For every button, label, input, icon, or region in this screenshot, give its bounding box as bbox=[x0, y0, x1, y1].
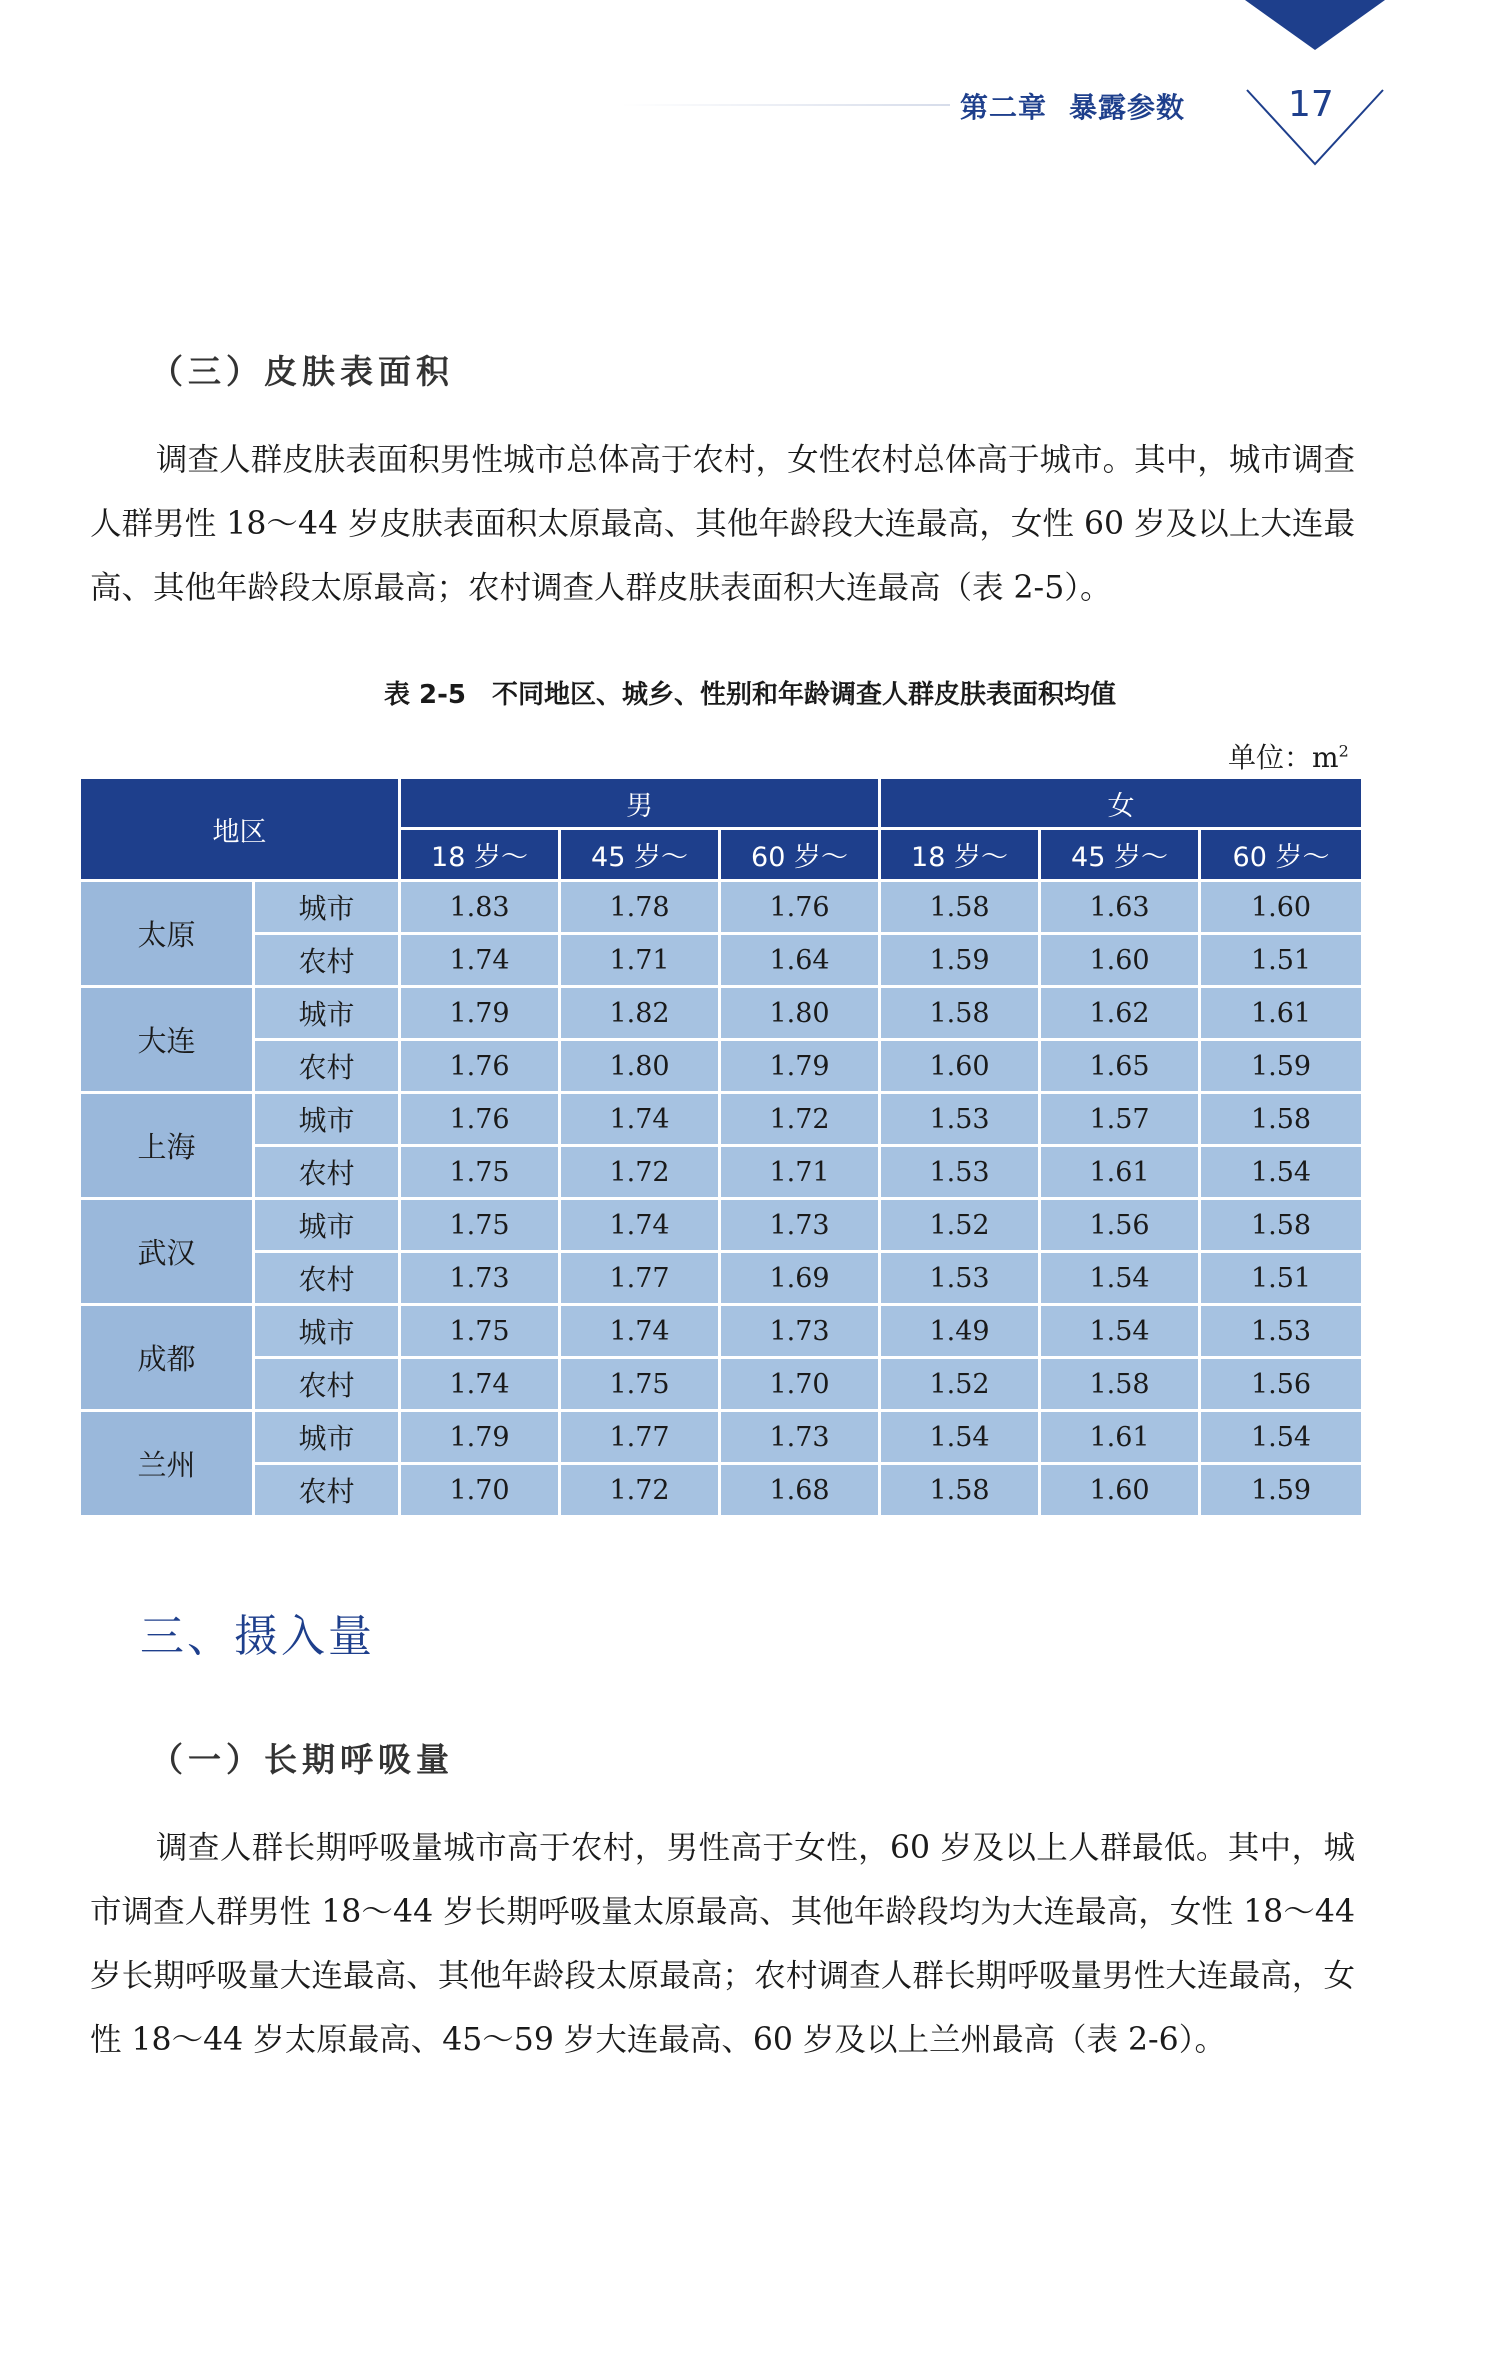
table-value-cell: 1.76 bbox=[400, 1040, 560, 1093]
table-region-cell: 大连 bbox=[80, 987, 254, 1093]
table-value-cell: 1.60 bbox=[1040, 1464, 1200, 1517]
table-row bbox=[80, 987, 1363, 1040]
table-value-cell: 1.61 bbox=[1040, 1146, 1200, 1199]
table-value-cell: 1.62 bbox=[1040, 987, 1200, 1040]
table-row bbox=[80, 881, 1363, 934]
table-value-cell: 1.65 bbox=[1040, 1040, 1200, 1093]
header-age-female-45: 45 岁～ bbox=[1040, 829, 1200, 881]
table-area-type-cell: 农村 bbox=[254, 1040, 400, 1093]
table-region-cell: 上海 bbox=[80, 1093, 254, 1199]
table-region-cell: 太原 bbox=[80, 881, 254, 987]
table-value-cell: 1.83 bbox=[400, 881, 560, 934]
table-value-cell: 1.60 bbox=[1200, 881, 1363, 934]
table-value-cell: 1.53 bbox=[880, 1252, 1040, 1305]
paragraph-breathing bbox=[90, 1816, 1355, 2072]
table-value-cell: 1.63 bbox=[1040, 881, 1200, 934]
skin-area-table bbox=[78, 776, 1364, 1518]
table-value-cell: 1.79 bbox=[720, 1040, 880, 1093]
header-age-male-18: 18 岁～ bbox=[400, 829, 560, 881]
table-row bbox=[80, 1464, 1363, 1517]
table-value-cell: 1.61 bbox=[1040, 1411, 1200, 1464]
table-value-cell: 1.82 bbox=[560, 987, 720, 1040]
header-rule bbox=[620, 104, 950, 106]
table-value-cell: 1.58 bbox=[1040, 1358, 1200, 1411]
table-area-type-cell: 农村 bbox=[254, 934, 400, 987]
table-value-cell: 1.59 bbox=[1200, 1040, 1363, 1093]
table-value-cell: 1.54 bbox=[1200, 1146, 1363, 1199]
header-age-female-18: 18 岁～ bbox=[880, 829, 1040, 881]
header-age-male-60: 60 岁～ bbox=[720, 829, 880, 881]
table-row bbox=[80, 1305, 1363, 1358]
table-value-cell: 1.75 bbox=[400, 1199, 560, 1252]
table-header-row bbox=[80, 778, 1363, 829]
table-value-cell: 1.71 bbox=[560, 934, 720, 987]
table-value-cell: 1.72 bbox=[560, 1146, 720, 1199]
table-value-cell: 1.73 bbox=[400, 1252, 560, 1305]
subheading-skin-area: （三）皮肤表面积 bbox=[150, 352, 454, 391]
table-region-cell: 成都 bbox=[80, 1305, 254, 1411]
running-head bbox=[960, 86, 1185, 126]
table-row bbox=[80, 1199, 1363, 1252]
table-area-type-cell: 城市 bbox=[254, 1411, 400, 1464]
table-value-cell: 1.80 bbox=[720, 987, 880, 1040]
table-value-cell: 1.57 bbox=[1040, 1093, 1200, 1146]
table-value-cell: 1.51 bbox=[1200, 934, 1363, 987]
table-value-cell: 1.78 bbox=[560, 881, 720, 934]
running-head-chapter: 第二章 bbox=[960, 91, 1048, 124]
table-value-cell: 1.49 bbox=[880, 1305, 1040, 1358]
table-value-cell: 1.54 bbox=[1040, 1305, 1200, 1358]
subheading-breathing: （一）长期呼吸量 bbox=[150, 1740, 454, 1779]
table-value-cell: 1.72 bbox=[720, 1093, 880, 1146]
table-row bbox=[80, 934, 1363, 987]
table-value-cell: 1.79 bbox=[400, 1411, 560, 1464]
table-value-cell: 1.53 bbox=[880, 1146, 1040, 1199]
table-row bbox=[80, 1252, 1363, 1305]
table-value-cell: 1.76 bbox=[720, 881, 880, 934]
table-row bbox=[80, 1146, 1363, 1199]
table-area-type-cell: 农村 bbox=[254, 1252, 400, 1305]
table-value-cell: 1.58 bbox=[1200, 1199, 1363, 1252]
table-value-cell: 1.54 bbox=[1040, 1252, 1200, 1305]
table-value-cell: 1.60 bbox=[1040, 934, 1200, 987]
table-value-cell: 1.74 bbox=[560, 1199, 720, 1252]
header-age-male-45: 45 岁～ bbox=[560, 829, 720, 881]
table-value-cell: 1.51 bbox=[1200, 1252, 1363, 1305]
table-value-cell: 1.61 bbox=[1200, 987, 1363, 1040]
running-head-title: 暴露参数 bbox=[1069, 91, 1186, 124]
table-row bbox=[80, 1093, 1363, 1146]
header-male: 男 bbox=[400, 778, 880, 829]
table-value-cell: 1.73 bbox=[720, 1305, 880, 1358]
table-body bbox=[80, 881, 1363, 1517]
table-area-type-cell: 农村 bbox=[254, 1358, 400, 1411]
table-unit-label: 单位：m bbox=[1228, 741, 1339, 774]
table-value-cell: 1.53 bbox=[1200, 1305, 1363, 1358]
table-value-cell: 1.54 bbox=[1200, 1411, 1363, 1464]
header-corner-triangle bbox=[1245, 0, 1385, 50]
table-value-cell: 1.68 bbox=[720, 1464, 880, 1517]
table-value-cell: 1.77 bbox=[560, 1411, 720, 1464]
table-region-cell: 武汉 bbox=[80, 1199, 254, 1305]
table-row bbox=[80, 1358, 1363, 1411]
table-value-cell: 1.75 bbox=[400, 1146, 560, 1199]
table-value-cell: 1.77 bbox=[560, 1252, 720, 1305]
table-value-cell: 1.56 bbox=[1040, 1199, 1200, 1252]
table-area-type-cell: 农村 bbox=[254, 1464, 400, 1517]
table-value-cell: 1.64 bbox=[720, 934, 880, 987]
table-unit bbox=[1228, 736, 1349, 776]
table-value-cell: 1.73 bbox=[720, 1411, 880, 1464]
header-age-female-60: 60 岁～ bbox=[1200, 829, 1363, 881]
table-value-cell: 1.69 bbox=[720, 1252, 880, 1305]
table-value-cell: 1.58 bbox=[880, 987, 1040, 1040]
table-value-cell: 1.74 bbox=[560, 1093, 720, 1146]
table-value-cell: 1.70 bbox=[720, 1358, 880, 1411]
table-caption: 表 2-5 不同地区、城乡、性别和年龄调查人群皮肤表面积均值 bbox=[383, 680, 1117, 710]
table-area-type-cell: 城市 bbox=[254, 1093, 400, 1146]
table-value-cell: 1.56 bbox=[1200, 1358, 1363, 1411]
table-value-cell: 1.54 bbox=[880, 1411, 1040, 1464]
paragraph-breathing-text: 调查人群长期呼吸量城市高于农村，男性高于女性，60 岁及以上人群最低。其中，城市调查人群男性 18～44 岁长期呼吸量太原最高、其他年龄段均为大连最高，女性 18～44 岁长期呼吸量大连最高、其他年龄段太原最高；农村调查人群长期呼吸量男性大连最高，女性 18～44 岁太原最高、45～59 岁大连最高、60 岁及以上兰州最高（表 2-6）。 bbox=[90, 1830, 1355, 2058]
table-value-cell: 1.58 bbox=[1200, 1093, 1363, 1146]
table-value-cell: 1.53 bbox=[880, 1093, 1040, 1146]
table-value-cell: 1.72 bbox=[560, 1464, 720, 1517]
table-value-cell: 1.75 bbox=[400, 1305, 560, 1358]
table-value-cell: 1.59 bbox=[1200, 1464, 1363, 1517]
table-value-cell: 1.60 bbox=[880, 1040, 1040, 1093]
table-value-cell: 1.74 bbox=[400, 934, 560, 987]
header-region: 地区 bbox=[80, 778, 400, 881]
table-value-cell: 1.74 bbox=[400, 1358, 560, 1411]
table-value-cell: 1.73 bbox=[720, 1199, 880, 1252]
table-area-type-cell: 农村 bbox=[254, 1146, 400, 1199]
table-row bbox=[80, 1411, 1363, 1464]
table-value-cell: 1.59 bbox=[880, 934, 1040, 987]
page-number: 17 bbox=[1288, 84, 1334, 125]
table-unit-superscript: 2 bbox=[1338, 741, 1349, 761]
table-area-type-cell: 城市 bbox=[254, 1305, 400, 1358]
table-area-type-cell: 城市 bbox=[254, 881, 400, 934]
paragraph-skin-area bbox=[90, 428, 1355, 620]
table-value-cell: 1.52 bbox=[880, 1199, 1040, 1252]
table-row bbox=[80, 1040, 1363, 1093]
table-value-cell: 1.79 bbox=[400, 987, 560, 1040]
table-value-cell: 1.52 bbox=[880, 1358, 1040, 1411]
section-heading-intake: 三、摄入量 bbox=[140, 1611, 375, 1662]
table-value-cell: 1.58 bbox=[880, 881, 1040, 934]
table-value-cell: 1.71 bbox=[720, 1146, 880, 1199]
paragraph-skin-area-text: 调查人群皮肤表面积男性城市总体高于农村，女性农村总体高于城市。其中，城市调查人群男性 18～44 岁皮肤表面积太原最高、其他年龄段大连最高，女性 60 岁及以上大连最高、其他年龄段太原最高；农村调查人群皮肤表面积大连最高（表 2-5）。 bbox=[90, 442, 1355, 606]
table-value-cell: 1.75 bbox=[560, 1358, 720, 1411]
table-area-type-cell: 城市 bbox=[254, 1199, 400, 1252]
header-female: 女 bbox=[880, 778, 1363, 829]
table-value-cell: 1.76 bbox=[400, 1093, 560, 1146]
table-region-cell: 兰州 bbox=[80, 1411, 254, 1517]
table-value-cell: 1.74 bbox=[560, 1305, 720, 1358]
table-value-cell: 1.80 bbox=[560, 1040, 720, 1093]
table-value-cell: 1.70 bbox=[400, 1464, 560, 1517]
table-area-type-cell: 城市 bbox=[254, 987, 400, 1040]
table-value-cell: 1.58 bbox=[880, 1464, 1040, 1517]
